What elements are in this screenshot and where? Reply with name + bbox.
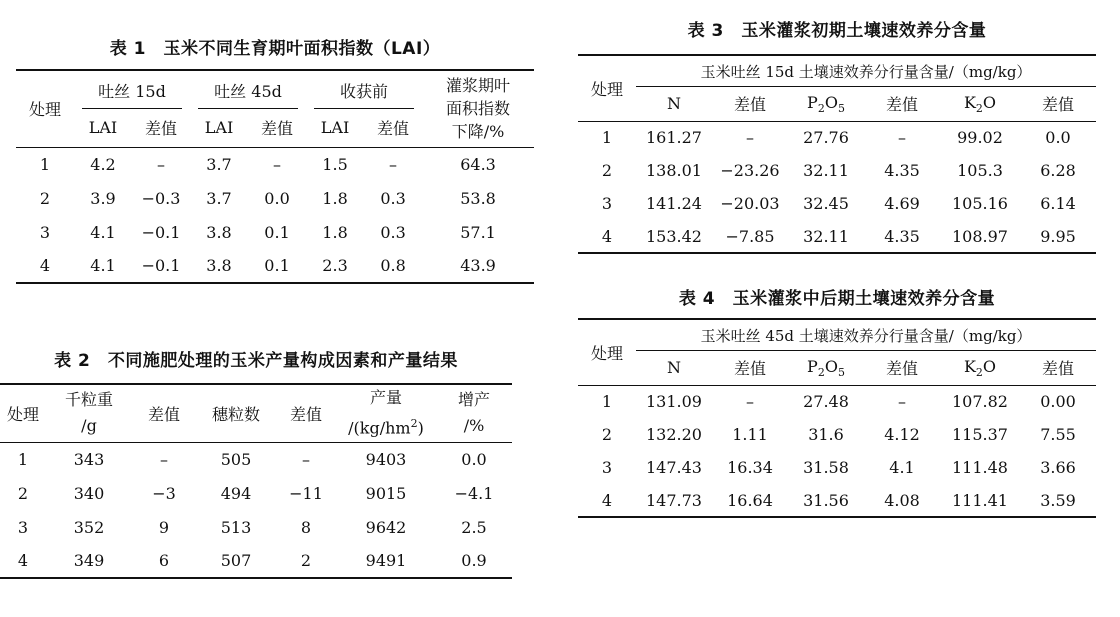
- table1-caption: 表 1 玉米不同生育期叶面积指数（LAI）: [109, 39, 441, 59]
- row-treat-cell: 3: [601, 194, 613, 213]
- table-cell: 31.56: [803, 490, 849, 510]
- table-cell: 105.3: [957, 161, 1003, 180]
- table-cell: 161.27: [646, 128, 702, 148]
- table-row: [16, 181, 534, 215]
- table-cell: 27.76: [803, 128, 849, 148]
- table2-caption: 表 2 不同施肥处理的玉米产量构成因素和产量结果: [54, 351, 458, 371]
- table-cell: 1.11: [732, 425, 768, 444]
- table-cell: 349: [73, 551, 105, 570]
- table-cell: 6.28: [1040, 161, 1076, 180]
- row-treat-cell: 4: [17, 551, 29, 570]
- table-cell: 108.97: [952, 226, 1008, 246]
- table2-header-kw: 千粒重 /g: [64, 390, 113, 436]
- table-row: [16, 249, 534, 283]
- table-cell: 0.00: [1040, 392, 1076, 412]
- table4-header-group: 玉米吐丝 45d 土壤速效养分行量含量/（mg/kg）: [636, 319, 1096, 351]
- table-row: [578, 121, 1096, 154]
- table1-header-diff: 差值: [261, 119, 294, 139]
- table1-header-stage2: 吐丝 45d: [190, 70, 306, 109]
- row-treat-cell: 1: [601, 128, 613, 148]
- table-row: [0, 442, 512, 476]
- table3-header-n: N: [667, 94, 681, 114]
- table-cell: 3.7: [206, 154, 232, 174]
- table-cell: 2.5: [461, 517, 487, 537]
- table3-header-k2o: $K_2O$: [963, 92, 997, 115]
- table1-header-diff: 差值: [145, 119, 178, 139]
- table1-header-lai: LAI: [88, 118, 118, 138]
- table-cell: 340: [73, 483, 105, 503]
- table-cell: 27.48: [803, 392, 849, 412]
- table-cell: 0.1: [264, 222, 290, 242]
- table-cell: 1.8: [322, 222, 348, 242]
- table-row: [578, 451, 1096, 484]
- table-cell: 8: [300, 517, 312, 537]
- row-treat-cell: 2: [17, 483, 29, 503]
- table-cell: 31.6: [808, 425, 844, 444]
- table-cell: 343: [73, 449, 105, 469]
- table-cell: 115.37: [952, 425, 1008, 444]
- table-cell: 0.3: [380, 188, 406, 208]
- table-row: [16, 215, 534, 249]
- table-cell: 0.0: [264, 188, 290, 208]
- table4-body: [578, 385, 1096, 517]
- table4-header-k2o: $K_2O$: [963, 356, 997, 379]
- table1-header-lai: LAI: [204, 118, 234, 138]
- table-cell: 9: [158, 517, 170, 537]
- table-cell: 3.66: [1040, 458, 1076, 477]
- table-row: [0, 510, 512, 544]
- table4-header-diff: 差值: [733, 359, 766, 379]
- table-cell: 2.3: [322, 256, 348, 275]
- row-treat-cell: 2: [39, 188, 51, 208]
- table-row: [16, 147, 534, 181]
- table3-header-group: 玉米吐丝 15d 土壤速效养分行量含量/（mg/kg）: [636, 55, 1096, 87]
- table-cell: 4.1: [889, 458, 915, 477]
- row-treat-cell: 4: [39, 256, 51, 275]
- table-cell: 4.08: [884, 490, 920, 510]
- table-row: [0, 544, 512, 578]
- table-cell: –: [157, 154, 165, 174]
- table-cell: 0.3: [380, 222, 406, 242]
- table-row: [578, 220, 1096, 253]
- table3-header-diff: 差值: [1042, 95, 1075, 115]
- table-cell: −3: [152, 483, 176, 503]
- table1-header-lai: LAI: [320, 118, 350, 138]
- table4-header-diff: 差值: [1042, 359, 1075, 379]
- table-cell: 32.45: [803, 194, 849, 213]
- table3-header-treat: 处理: [578, 55, 636, 121]
- table-cell: 0.0: [461, 449, 487, 469]
- table-cell: 505: [220, 449, 252, 469]
- table-cell: 43.9: [460, 256, 496, 275]
- table-row: [578, 385, 1096, 418]
- table-cell: 0.8: [380, 256, 406, 275]
- row-treat-cell: 4: [601, 226, 613, 246]
- table-cell: –: [898, 392, 906, 412]
- table-row: [578, 154, 1096, 187]
- table-cell: 32.11: [803, 161, 849, 180]
- row-treat-cell: 4: [601, 490, 613, 510]
- table-cell: 1.5: [322, 154, 348, 174]
- table-row: [578, 484, 1096, 517]
- row-treat-cell: 3: [601, 458, 613, 477]
- table2-header-diff: 差值: [147, 404, 180, 424]
- table2-header-grains: 穗粒数: [211, 404, 260, 424]
- table3-header-p2o5: $P_2O_5$: [807, 92, 845, 115]
- table-cell: 16.34: [727, 458, 773, 477]
- table-cell: 138.01: [646, 161, 702, 180]
- table4-header-n: N: [667, 358, 681, 378]
- table-cell: −0.1: [141, 222, 181, 242]
- row-treat-cell: 1: [17, 449, 29, 469]
- table-cell: –: [746, 392, 754, 412]
- table3-header-diff: 差值: [733, 95, 766, 115]
- table-cell: 64.3: [460, 154, 496, 174]
- row-treat-cell: 2: [601, 425, 613, 444]
- row-treat-cell: 1: [601, 392, 613, 412]
- table-cell: 4.1: [90, 222, 116, 242]
- table3-body: [578, 121, 1096, 253]
- row-treat-cell: 1: [39, 154, 51, 174]
- table-cell: 3.59: [1040, 490, 1076, 510]
- table-cell: 32.11: [803, 226, 849, 246]
- row-treat-cell: 2: [601, 161, 613, 180]
- row-treat-cell: 3: [17, 517, 29, 537]
- table-cell: 107.82: [952, 392, 1008, 412]
- table-cell: 131.09: [646, 392, 702, 412]
- table-row: [578, 187, 1096, 220]
- table-cell: 31.58: [803, 458, 849, 477]
- table-cell: 111.48: [952, 458, 1008, 477]
- table-cell: 4.1: [90, 256, 116, 275]
- table3: [578, 54, 1096, 254]
- table-cell: 4.35: [884, 226, 920, 246]
- table-cell: 4.35: [884, 161, 920, 180]
- table2: [0, 383, 512, 579]
- table-cell: 6: [158, 551, 170, 570]
- table-cell: –: [273, 154, 282, 174]
- table-cell: 7.55: [1040, 425, 1076, 444]
- table-cell: 0.1: [264, 256, 290, 275]
- table3-header-diff: 差值: [885, 95, 918, 115]
- table-cell: −7.85: [725, 226, 775, 246]
- table-cell: –: [898, 128, 906, 148]
- table1-header-treat: 处理: [16, 70, 74, 147]
- table1-header-diff: 差值: [377, 119, 410, 139]
- table2-header-yield: 产量 $/(kg/hm^2)$: [348, 388, 424, 438]
- table3-caption: 表 3 玉米灌浆初期土壤速效养分含量: [687, 21, 987, 41]
- table-cell: 9015: [365, 483, 407, 503]
- table4: [578, 318, 1096, 518]
- table-cell: −0.1: [141, 256, 181, 275]
- table4-header-treat: 处理: [578, 319, 636, 385]
- table-cell: 9403: [365, 449, 407, 469]
- table2-body: [0, 442, 512, 578]
- table-cell: 105.16: [952, 194, 1008, 213]
- table-cell: 3.7: [206, 188, 232, 208]
- table2-header-diff: 差值: [289, 404, 322, 424]
- table-cell: 6.14: [1040, 194, 1076, 213]
- table-cell: 0.9: [461, 551, 487, 570]
- table2-block: [0, 340, 512, 585]
- table-cell: 352: [73, 517, 105, 537]
- table-cell: 16.64: [727, 490, 773, 510]
- table4-header-p2o5: $P_2O_5$: [807, 356, 845, 379]
- table-cell: −4.1: [454, 483, 494, 503]
- table-cell: 141.24: [646, 194, 702, 213]
- table2-header-increase: 增产 /%: [457, 390, 490, 436]
- row-treat-cell: 3: [39, 222, 51, 242]
- table-cell: –: [160, 449, 168, 469]
- table-cell: 9.95: [1040, 226, 1076, 246]
- table-cell: 153.42: [646, 226, 702, 246]
- table1: [16, 69, 534, 284]
- table1-header-stage1: 吐丝 15d: [74, 70, 190, 109]
- table-cell: 0.0: [1045, 128, 1071, 148]
- table1-header-decline: 灌浆期叶 面积指数 下降/%: [422, 70, 534, 147]
- table-cell: 507: [220, 551, 252, 570]
- table-cell: 4.69: [884, 194, 920, 213]
- table4-block: [578, 282, 1096, 527]
- table-cell: 4.12: [884, 425, 920, 444]
- table-cell: −11: [289, 483, 323, 503]
- table1-block: [16, 32, 534, 292]
- table-cell: 494: [220, 483, 252, 503]
- table-cell: 4.2: [90, 154, 116, 174]
- table-cell: −20.03: [720, 194, 780, 213]
- table-cell: 57.1: [460, 222, 496, 242]
- table-cell: 53.8: [460, 188, 496, 208]
- table2-header-treat: 处理: [6, 404, 39, 424]
- table3-block: [578, 14, 1096, 259]
- table1-header-stage3: 收获前: [306, 70, 422, 109]
- table-cell: 147.43: [646, 458, 702, 477]
- table-cell: 99.02: [957, 128, 1003, 148]
- table-cell: 2: [300, 551, 312, 570]
- table4-caption: 表 4 玉米灌浆中后期土壤速效养分含量: [678, 289, 996, 309]
- table-cell: 9491: [365, 551, 407, 570]
- table1-body: [16, 147, 534, 283]
- table-cell: 9642: [365, 517, 407, 537]
- table-row: [578, 418, 1096, 451]
- table-cell: 111.41: [952, 490, 1008, 510]
- table-cell: –: [302, 449, 310, 469]
- table-cell: 147.73: [646, 490, 702, 510]
- table4-header-diff: 差值: [885, 359, 918, 379]
- table-cell: 3.9: [90, 188, 116, 208]
- table-cell: −23.26: [720, 161, 780, 180]
- table-cell: −0.3: [141, 188, 181, 208]
- table-cell: 513: [220, 517, 252, 537]
- table-cell: 3.8: [206, 256, 232, 275]
- table-row: [0, 476, 512, 510]
- table-cell: 1.8: [322, 188, 348, 208]
- table-cell: –: [746, 128, 754, 148]
- table-cell: 3.8: [206, 222, 232, 242]
- table-cell: –: [389, 154, 398, 174]
- table-cell: 132.20: [646, 425, 702, 444]
